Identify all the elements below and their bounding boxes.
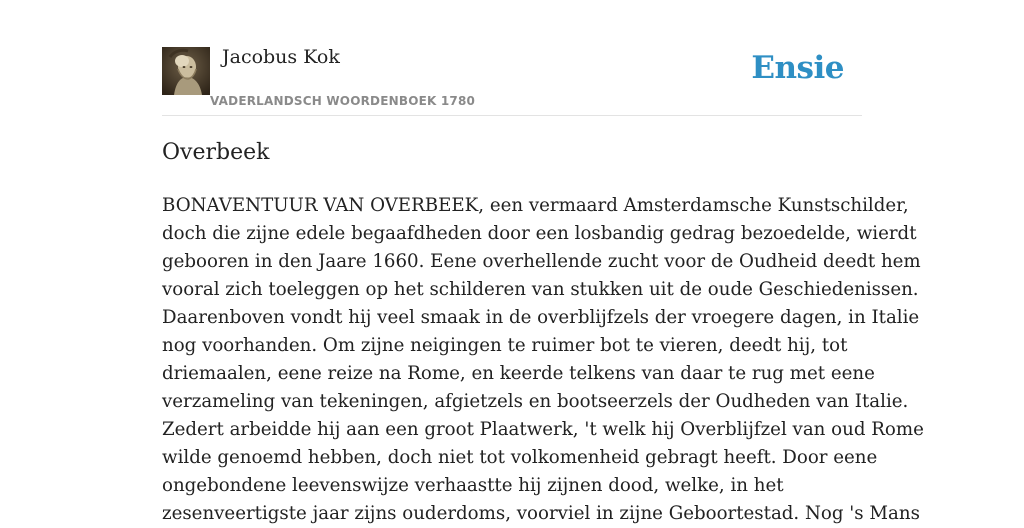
author-portrait-icon (162, 47, 210, 95)
article-body (162, 192, 924, 528)
body-line: wilde genoemd hebben, doch niet tot volkomenheid gebragt heeft. Door eene (162, 447, 878, 468)
author-name[interactable]: Jacobus Kok (222, 46, 340, 68)
body-line: driemaalen, eene reize na Rome, en keerde telkens van daar te rug met eene (162, 363, 875, 384)
article-title: Overbeek (162, 140, 270, 165)
body-line: zesenveertigste jaar zijns ouderdoms, voorviel in zijne Geboortestad. Nog 's Mans (162, 503, 920, 524)
body-line: Daarenboven vondt hij veel smaak in de overblijfzels der vroegere dagen, in Italie (162, 307, 920, 328)
body-line: ongebondene leevenswijze verhaastte hij zijnen dood, welke, in het (162, 475, 784, 496)
body-line: gebooren in den Jaare 1660. Eene overhellende zucht voor de Oudheid deedt hem (162, 251, 921, 272)
body-line: BONAVENTUUR VAN OVERBEEK, een vermaard Amsterdamsche Kunstschilder, (162, 195, 909, 216)
body-line: doch die zijne edele begaafdheden door een losbandig gedrag bezoedelde, wierdt (162, 223, 917, 244)
article-header (162, 0, 862, 116)
source-label[interactable]: VADERLANDSCH WOORDENBOEK 1780 (210, 94, 476, 108)
author-avatar[interactable] (162, 47, 210, 95)
body-line: nog voorhanden. Om zijne neigingen te ruimer bot te vieren, deedt hij, tot (162, 335, 848, 356)
body-line: verzameling van tekeningen, afgietzels en bootseerzels der Oudheden van Italie. (162, 391, 909, 412)
brand-logo[interactable]: Ensie (751, 50, 844, 86)
body-line: Zedert arbeidde hij aan een groot Plaatwerk, 't welk hij Overblijfzel van oud Rome (162, 419, 924, 440)
body-line: vooral zich toeleggen op het schilderen van stukken uit de oude Geschiedenissen. (162, 279, 919, 300)
